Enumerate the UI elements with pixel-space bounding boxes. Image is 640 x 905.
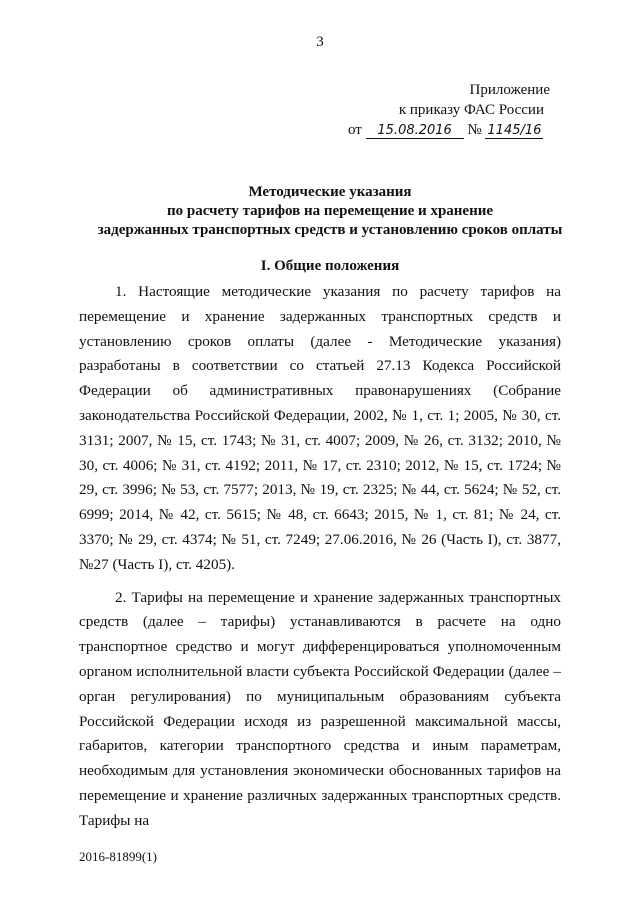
handwritten-order-number: 1145/16 bbox=[487, 123, 542, 138]
section-heading: I. Общие положения bbox=[260, 258, 400, 274]
document-title-line-3: задержанных транспортных средств и установлению сроков оплаты bbox=[97, 222, 563, 238]
page-number: 3 bbox=[316, 34, 324, 50]
appendix-order-reference: к приказу ФАС России bbox=[398, 102, 544, 118]
document-title bbox=[60, 183, 600, 240]
paragraph-2: 2. Тарифы на перемещение и хранение задержанных транспортных средств (далее – тарифы) устанавливаются в расчете на одно транспортное средство и могут дифференцироваться уполномоченным органом исполнительной власти субъекта Российской Федерации (далее – орган регулирования) по муниципальным образованиям субъекта Российской Федерации исходя из разрешенной максимальной массы, габаритов, категории транспортного средства и иным параметрам, необходимым для установления экономически обоснованных тарифов на перемещение и хранение различных задержанных транспортных средств. Тарифы на bbox=[79, 588, 561, 829]
number-label: № bbox=[467, 122, 482, 138]
from-label: от bbox=[348, 122, 362, 138]
body-text bbox=[79, 280, 561, 834]
appendix-title: Приложение bbox=[469, 82, 550, 98]
document-title-line-1: Методические указания bbox=[248, 184, 412, 200]
paragraph-1: 1. Настоящие методические указания по расчету тарифов на перемещение и хранение задержанных транспортных средств и установлению сроков оплаты (далее - Методические указания) разработаны в соответствии со статьей 27.13 Кодекса Российской Федерации об административных правонарушениях (Собрание законодательства Российской Федерации, 2002, № 1, ст. 1; 2005, № 30, ст. 3131; 2007, № 15, ст. 1743; № 31, ст. 4007; 2009, № 26, ст. 3132; 2010, № 30, ст. 4006; № 31, ст. 4192; 2011, № 17, ст. 2310; 2012, № 15, ст. 1724; № 29, ст. 3996; № 53, ст. 7577; 2013, № 19, ст. 2325; № 44, ст. 5624; № 52, ст. 6999; 2014, № 42, ст. 5615; № 48, ст. 6643; 2015, № 1, ст. 81; № 24, ст. 3370; № 29, ст. 4374; № 51, ст. 7249; 27.06.2016, № 26 (Часть I), ст. 3877, №27 (Часть I), ст. 4205). bbox=[79, 283, 561, 573]
footer-document-code: 2016-81899(1) bbox=[79, 849, 157, 864]
appendix-date-number-line bbox=[348, 120, 568, 140]
document-title-line-2: по расчету тарифов на перемещение и хранение bbox=[166, 203, 494, 219]
appendix-block bbox=[348, 80, 568, 140]
handwritten-date: 15.08.2016 bbox=[366, 123, 464, 139]
